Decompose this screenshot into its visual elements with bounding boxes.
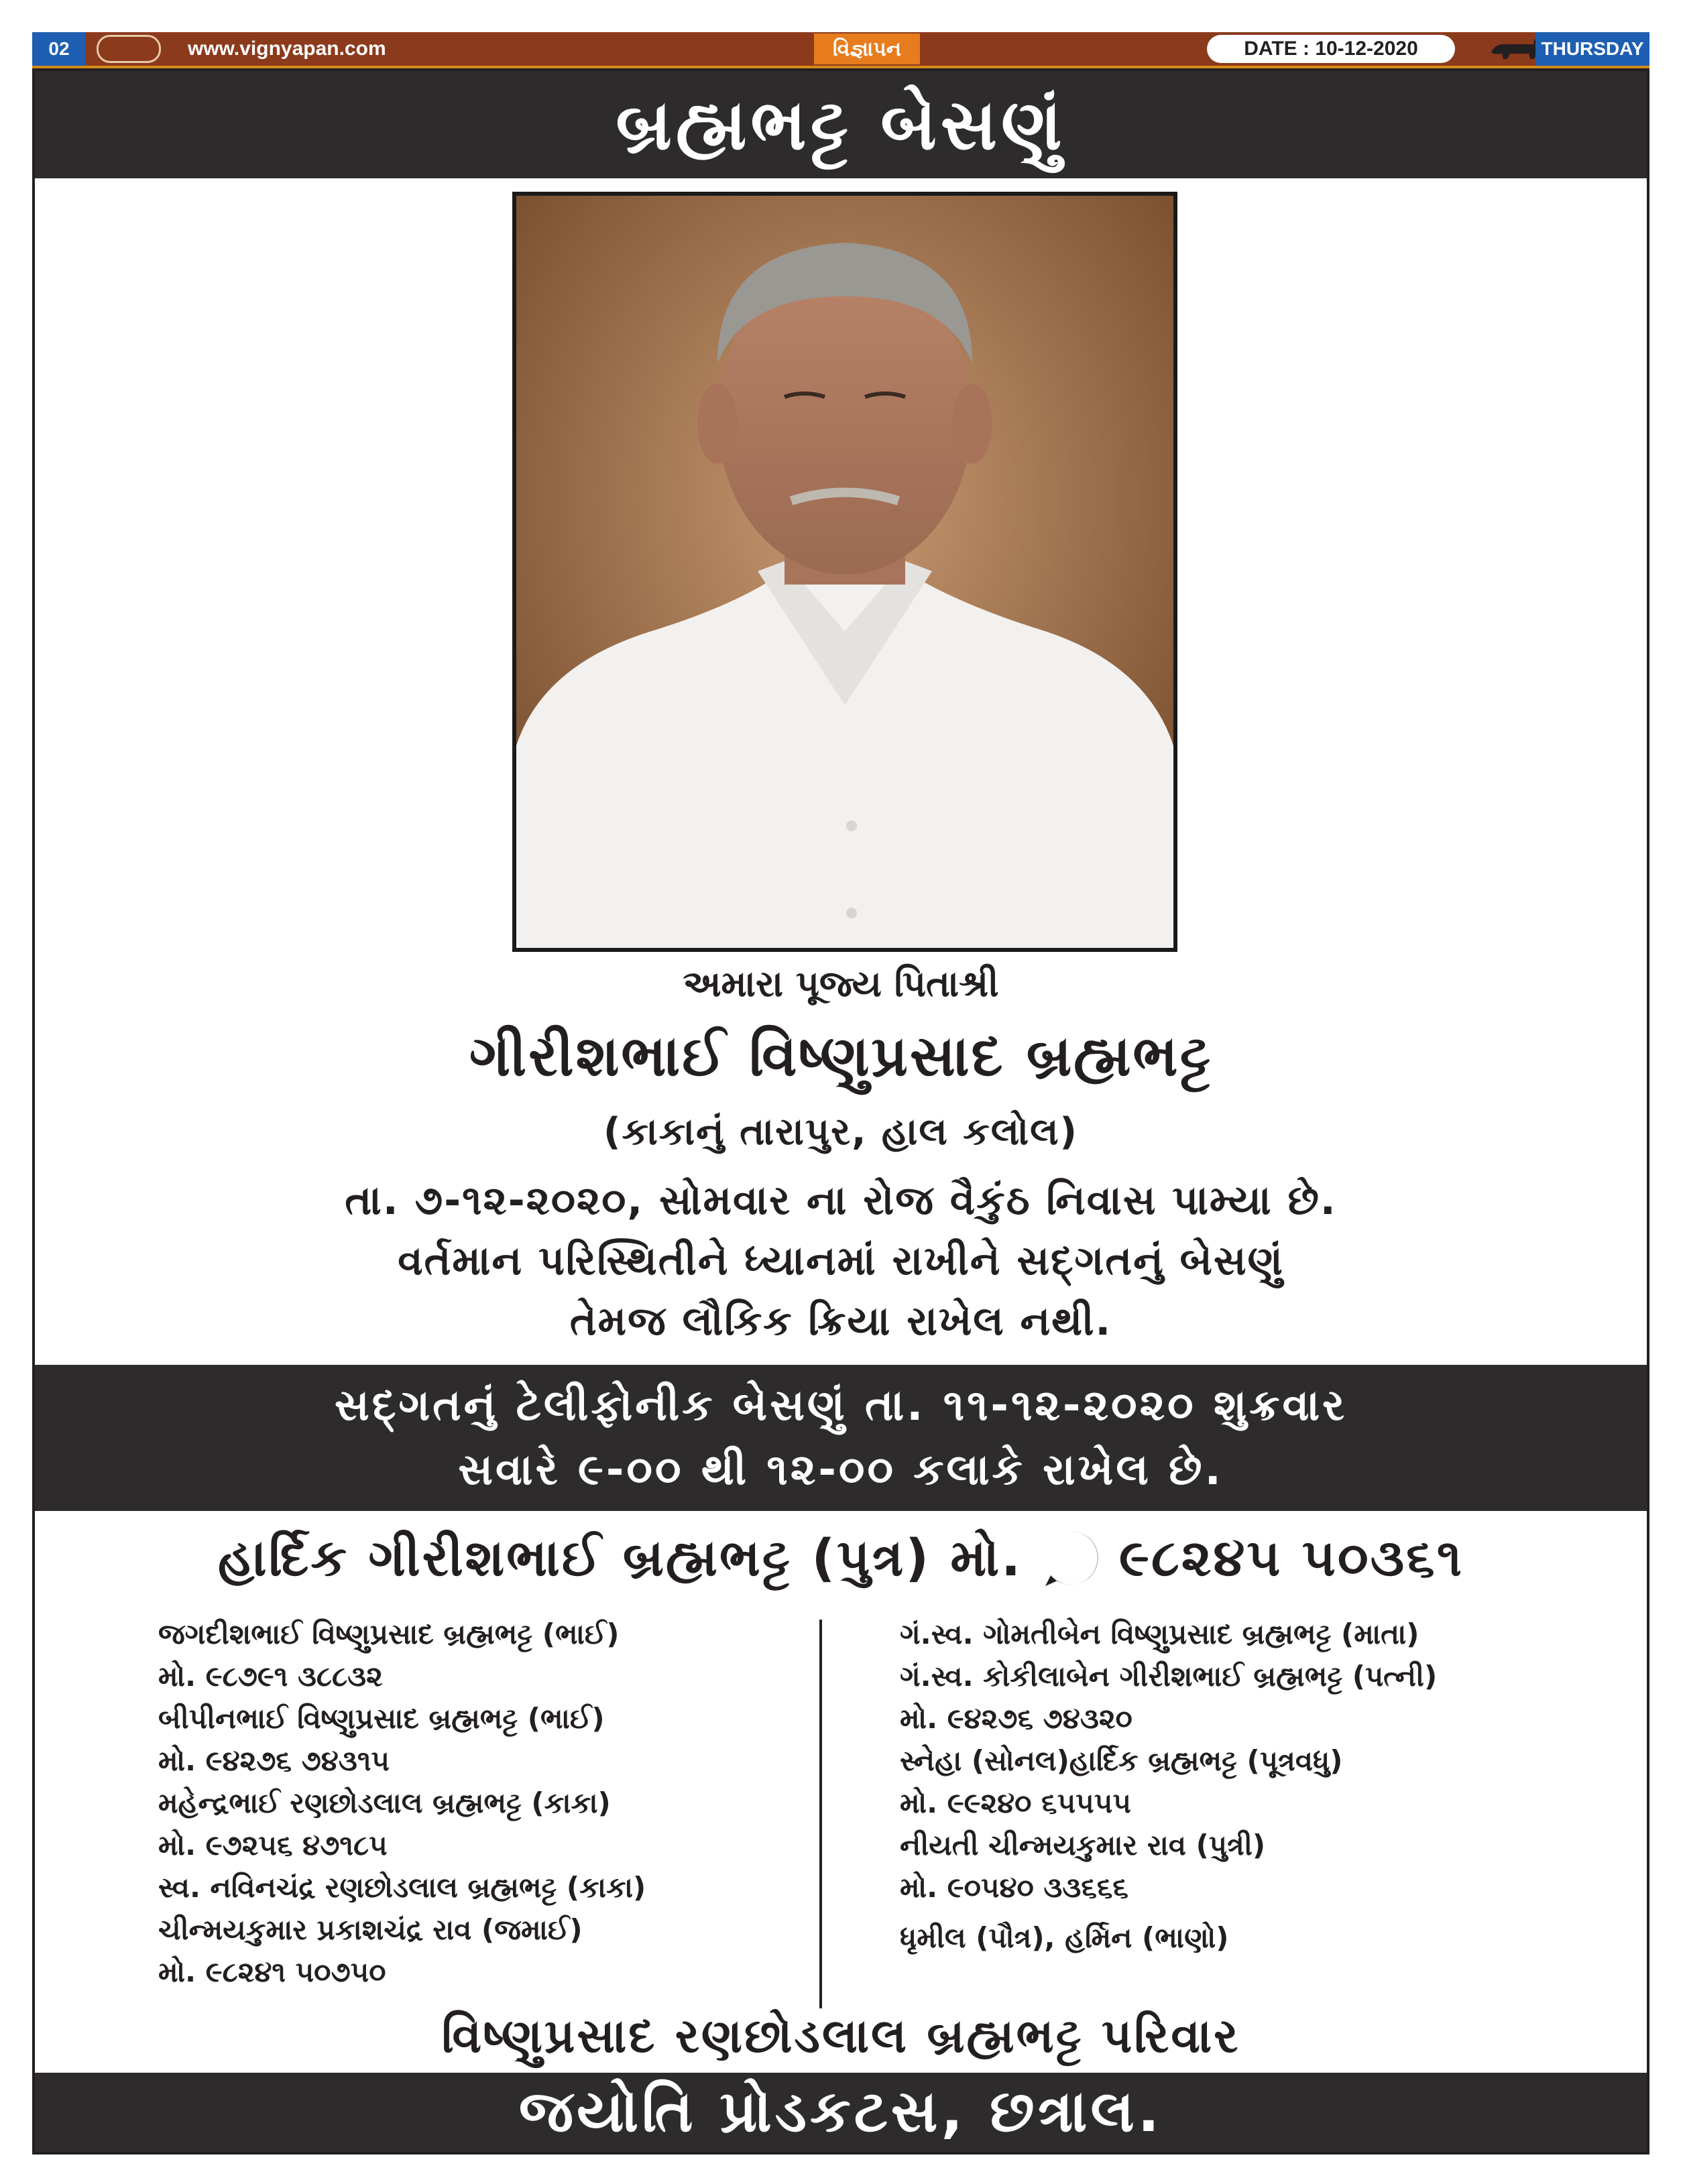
sponsor-name: જયોતિ પ્રોડકટસ, છત્રાલ. <box>518 2078 1163 2145</box>
intro-line: અમારા પૂજ્ય પિતાશ્રી <box>683 963 999 1005</box>
list-item: નીયતી ચીન્મયકુમાર રાવ (પુત્રી) <box>900 1829 1266 1862</box>
notice-line-2: વર્તમાન પરિસ્થિતીને ધ્યાનમાં રાખીને સદ્ગતનું બેસણું <box>398 1237 1284 1284</box>
list-item: ગં.સ્વ. ગોમતીબેન વિષ્ણુપ્રસાદ બ્રહ્મભટ્ટ (માતા) <box>900 1618 1419 1650</box>
list-item: ચીન્મયકુમાર પ્રકાશચંદ્ર રાવ (જમાઈ) <box>158 1913 583 1946</box>
telephonic-besnu-band <box>35 1365 1647 1511</box>
list-item: ગં.સ્વ. કોકીલાબેન ગીરીશભાઈ બ્રહ્મભટ્ટ (પત્ની) <box>900 1660 1438 1693</box>
son-name: હાર્દિક ગીરીશભાઈ બ્રહ્મભટ્ટ (પુત્ર) મો. <box>218 1527 1023 1587</box>
place-line: (કાકાનું તારાપુર, હાલ કલોલ) <box>603 1110 1079 1154</box>
list-item: મો. ૯૪૨૭૬ ૭૪૩૧૫ <box>158 1744 390 1777</box>
list-item: બીપીનભાઈ વિષ્ણુપ્રસાદ બ્રહ્મભટ્ટ (ભાઈ) <box>158 1702 605 1735</box>
list-item: મો. ૯૭૨૫૬ ૪૭૧૮૫ <box>158 1829 388 1862</box>
advertisement-frame <box>32 68 1649 2155</box>
son-contact <box>35 1527 1647 1589</box>
relatives-right-list <box>900 1613 1437 1959</box>
portrait-photo <box>512 192 1177 952</box>
telephonic-line-2: સવારે ૯-૦૦ થી ૧૨-૦૦ કલાકે રાખેલ છે. <box>458 1445 1224 1495</box>
newspaper-logo <box>97 35 161 63</box>
list-item: મો. ૯૮૭૯૧ ૩૮૮૩૨ <box>158 1660 383 1693</box>
list-item: સ્વ. નવિનચંદ્ર રણછોડલાલ બ્રહ્મભટ્ટ (કાકા) <box>158 1871 646 1904</box>
issue-day: THURSDAY <box>1535 32 1649 66</box>
telephonic-line-1: સદ્ગતનું ટેલીફોનીક બેસણું તા. ૧૧-૧૨-૨૦૨૦ શુક્રવાર <box>334 1381 1348 1431</box>
issue-date: DATE : 10-12-2020 <box>1207 35 1455 63</box>
list-item: મો. ૯૪૨૭૬ ૭૪૩૨૦ <box>900 1702 1133 1735</box>
page-number: 02 <box>32 32 86 66</box>
list-item: મો. ૯૯૨૪૦ ૬૫૫૫૫ <box>900 1786 1131 1819</box>
whatsapp-icon <box>1040 1527 1102 1589</box>
notice-line-3: તેમજ લૌકિક ક્રિયા રાખેલ નથી. <box>569 1298 1112 1345</box>
ad-title: બ્રહ્મભટ્ટ બેસણું <box>616 83 1066 166</box>
list-item: મો. ૯૮૨૪૧ ૫૦૭૫૦ <box>158 1955 386 1988</box>
section-label: વિજ્ઞાપન <box>814 34 920 64</box>
list-item: સ્નેહા (સોનલ)હાર્દિક બ્રહ્મભટ્ટ (પૂત્રવધુ) <box>900 1744 1343 1777</box>
top-strip <box>32 32 1649 68</box>
notice-line-1: તા. ૭-૧૨-૨૦૨૦, સોમવાર ના રોજ વૈકુંઠ નિવાસ પામ્યા છે. <box>345 1177 1337 1224</box>
family-name: વિષ્ણુપ્રસાદ રણછોડલાલ બ્રહ્મભટ્ટ પરિવાર <box>441 2008 1240 2063</box>
sponsor-band <box>35 2073 1647 2152</box>
list-item: મહેન્દ્રભાઈ રણછોડલાલ બ્રહ્મભટ્ટ (કાકા) <box>158 1786 611 1819</box>
list-item: મો. ૯૦૫૪૦ ૩૩૬૬૬ <box>900 1871 1128 1904</box>
website-link[interactable]: www.vignyapan.com <box>188 38 386 60</box>
relatives-left-list <box>158 1613 646 1993</box>
deceased-name: ગીરીશભાઈ વિષ્ણુપ્રસાદ બ્રહ્મભટ્ટ <box>469 1023 1213 1089</box>
list-item: જગદીશભાઈ વિષ્ણુપ્રસાદ બ્રહ્મભટ્ટ (ભાઈ) <box>158 1618 620 1650</box>
ad-title-band <box>35 71 1647 178</box>
son-phone: ૯૮૨૪૫ ૫૦૩૬૧ <box>1118 1527 1464 1587</box>
list-item: ધૃમીલ (પૌત્ર), હર્મિન (ભાણો) <box>900 1921 1229 1954</box>
column-divider <box>819 1620 822 2008</box>
